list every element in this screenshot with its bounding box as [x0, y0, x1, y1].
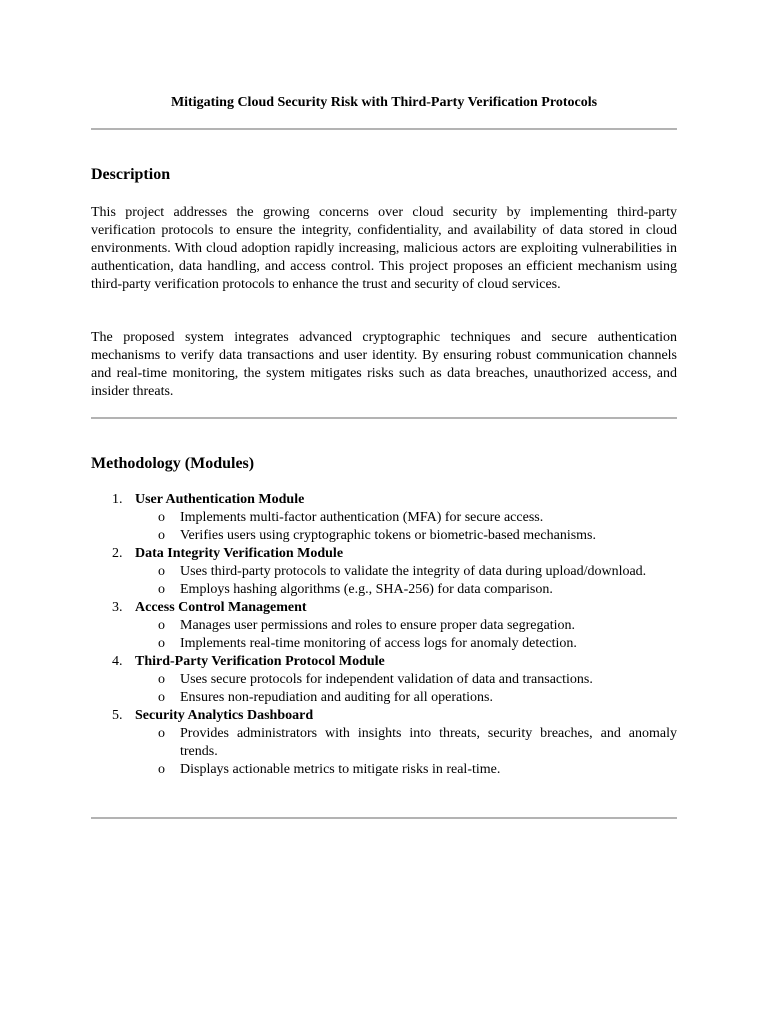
- module-point: [135, 635, 677, 653]
- module-number: 1.: [112, 492, 123, 507]
- description-paragraph-2: The proposed system integrates advanced cryptographic techniques and secure authentication mechanisms to verify data transactions and user identity. By ensuring robust communication channels and real-time monitoring, the system mitigates risks such as data breaches, unauthorized access, and insider threats.: [91, 330, 677, 399]
- module-points: [135, 671, 677, 707]
- module-points: [135, 509, 677, 545]
- methodology-divider: [91, 817, 677, 819]
- module-number: 4.: [112, 654, 123, 669]
- module-title: User Authentication Module: [135, 492, 305, 507]
- description-divider: [91, 417, 677, 419]
- bullet-icon: o: [158, 564, 165, 579]
- module-point-text: Manages user permissions and roles to ensure proper data segregation.: [180, 618, 575, 633]
- bullet-icon: o: [158, 636, 165, 651]
- module-point: [135, 509, 677, 527]
- module-item: [91, 707, 677, 779]
- bullet-icon: o: [158, 762, 165, 777]
- module-point-text: Implements multi-factor authentication (MFA) for secure access.: [180, 510, 544, 525]
- module-title: Access Control Management: [135, 600, 307, 615]
- module-number: 5.: [112, 708, 123, 723]
- module-number: 2.: [112, 546, 123, 561]
- module-point-text: Ensures non-repudiation and auditing for all operations.: [180, 690, 493, 705]
- module-number: 3.: [112, 600, 123, 615]
- module-point: [135, 527, 677, 545]
- module-point: [135, 617, 677, 635]
- module-title: Data Integrity Verification Module: [135, 546, 344, 561]
- module-title: Third-Party Verification Protocol Module: [135, 654, 385, 669]
- description-heading: Description: [91, 166, 171, 183]
- module-points: [135, 617, 677, 653]
- module-point-text: Uses third-party protocols to validate the integrity of data during upload/download.: [180, 564, 647, 579]
- module-point: [135, 671, 677, 689]
- methodology-heading: Methodology (Modules): [91, 455, 255, 472]
- description-paragraph-1: This project addresses the growing concerns over cloud security by implementing third-party verification protocols to ensure the integrity, confidentiality, and availability of data stored in cloud environments. With cloud adoption rapidly increasing, malicious actors are exploiting vulnerabilities in authentication, data handling, and access control. This project proposes an efficient mechanism using third-party verification protocols to enhance the trust and security of cloud services.: [91, 205, 677, 292]
- bullet-icon: o: [158, 618, 165, 633]
- module-point-text: Provides administrators with insights into threats, security breaches, and anomaly trends.: [180, 726, 677, 759]
- module-title: Security Analytics Dashboard: [135, 708, 314, 723]
- module-points: [135, 725, 677, 779]
- module-point: [135, 689, 677, 707]
- bullet-icon: o: [158, 528, 165, 543]
- module-point: [135, 581, 677, 599]
- module-point-text: Implements real-time monitoring of access logs for anomaly detection.: [180, 636, 577, 651]
- module-points: [135, 563, 677, 599]
- document-title: Mitigating Cloud Security Risk with Third-Party Verification Protocols: [170, 95, 598, 110]
- title-divider: [91, 128, 677, 130]
- module-point-text: Verifies users using cryptographic tokens or biometric-based mechanisms.: [180, 528, 597, 543]
- modules-list: [91, 491, 677, 779]
- module-item: [91, 653, 677, 707]
- module-item: [91, 491, 677, 545]
- bullet-icon: o: [158, 672, 165, 687]
- bullet-icon: o: [158, 582, 165, 597]
- module-item: [91, 599, 677, 653]
- module-point-text: Employs hashing algorithms (e.g., SHA-256) for data comparison.: [180, 582, 553, 597]
- bullet-icon: o: [158, 510, 165, 525]
- module-point-text: Uses secure protocols for independent validation of data and transactions.: [180, 672, 593, 687]
- module-item: [91, 545, 677, 599]
- module-point: [135, 761, 677, 779]
- module-point-text: Displays actionable metrics to mitigate risks in real-time.: [180, 762, 501, 777]
- bullet-icon: o: [158, 726, 165, 741]
- module-point: [135, 563, 677, 581]
- module-point: [135, 725, 677, 761]
- bullet-icon: o: [158, 690, 165, 705]
